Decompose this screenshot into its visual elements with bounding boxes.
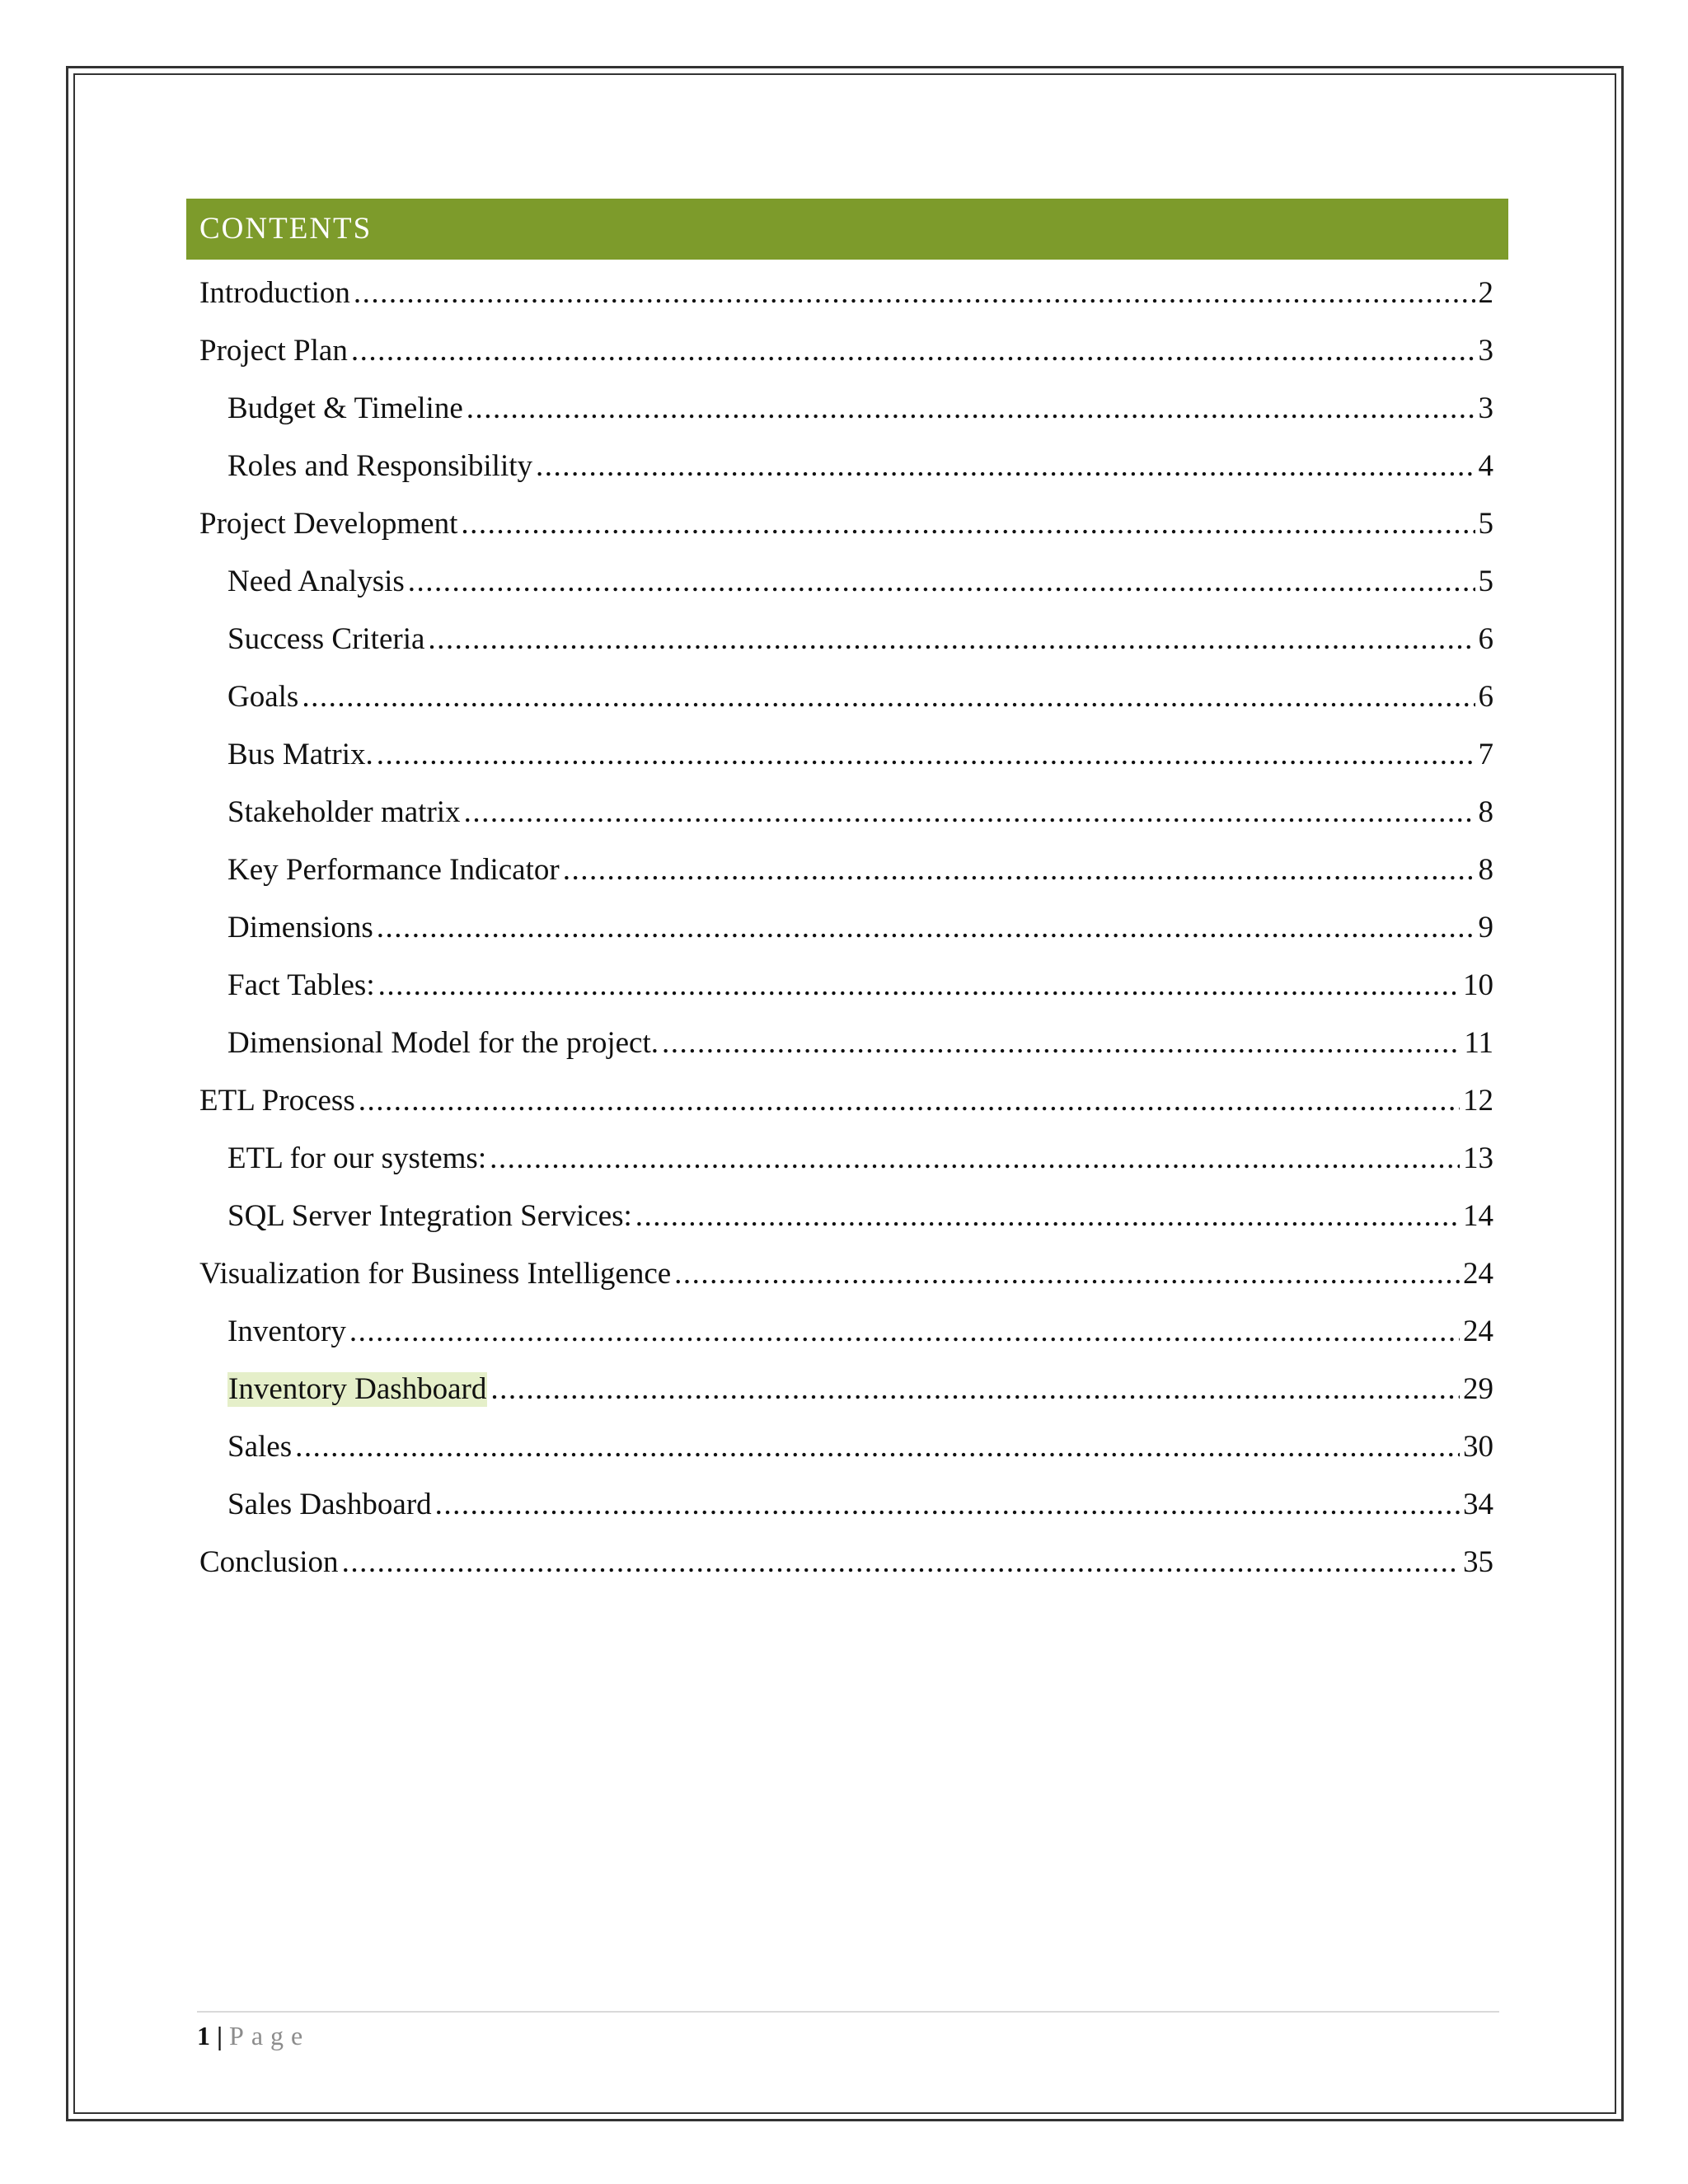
toc-entry-title[interactable]: Fact Tables:	[227, 968, 375, 1002]
toc-entry-page-number: 29	[1463, 1372, 1493, 1406]
toc-entry-title[interactable]: Sales Dashboard	[227, 1488, 432, 1521]
toc-entry[interactable]	[199, 611, 1493, 668]
toc-entry[interactable]	[199, 322, 1493, 380]
toc-entry[interactable]	[199, 1476, 1493, 1534]
toc-entry[interactable]	[199, 957, 1493, 1015]
toc-dot-leader	[635, 1188, 1460, 1245]
toc-entry[interactable]	[199, 1245, 1493, 1303]
footer-divider	[197, 2011, 1499, 2013]
toc-entry[interactable]	[199, 553, 1493, 611]
toc-entry[interactable]	[199, 1072, 1493, 1130]
toc-dot-leader	[295, 1418, 1460, 1476]
toc-entry-title[interactable]: Dimensional Model for the project.	[227, 1026, 659, 1060]
toc-dot-leader	[536, 438, 1475, 495]
toc-entry-title[interactable]: Introduction	[199, 276, 350, 310]
toc-dot-leader	[461, 495, 1475, 553]
toc-entry[interactable]	[199, 784, 1493, 841]
toc-entry-title[interactable]: Project Plan	[199, 334, 348, 368]
toc-dot-leader	[342, 1534, 1460, 1591]
toc-dot-leader	[428, 611, 1475, 668]
toc-entry[interactable]	[199, 495, 1493, 553]
toc-entry-page-number: 9	[1478, 911, 1493, 944]
toc-entry-page-number: 6	[1478, 622, 1493, 656]
toc-dot-leader	[490, 1130, 1460, 1188]
toc-entry-title[interactable]: Stakeholder matrix	[227, 795, 461, 829]
toc-entry-page-number: 24	[1463, 1315, 1493, 1348]
toc-entry-page-number: 30	[1463, 1430, 1493, 1464]
toc-entry-title[interactable]: ETL for our systems:	[227, 1141, 487, 1175]
toc-entry-page-number: 24	[1463, 1257, 1493, 1291]
toc-entry-title-highlighted[interactable]: Inventory Dashboard	[228, 1372, 487, 1406]
toc-entry-title[interactable]: Roles and Responsibility	[227, 449, 532, 483]
toc-entry-page-number: 10	[1463, 968, 1493, 1002]
toc-dot-leader	[351, 322, 1475, 380]
toc-entry[interactable]	[199, 899, 1493, 957]
toc-dot-leader	[302, 668, 1475, 726]
toc-entry-title[interactable]: Conclusion	[199, 1545, 339, 1579]
toc-entry-page-number: 11	[1464, 1026, 1493, 1060]
toc-entry[interactable]	[199, 1130, 1493, 1188]
toc-entry-page-number: 3	[1478, 391, 1493, 425]
toc-entry[interactable]	[199, 1418, 1493, 1476]
toc-entry-title[interactable]: Need Analysis	[227, 565, 405, 598]
toc-dot-leader	[359, 1072, 1460, 1130]
toc-entry-page-number: 14	[1463, 1199, 1493, 1233]
toc-entry[interactable]	[199, 1534, 1493, 1591]
toc-dot-leader	[563, 841, 1475, 899]
toc-entry-page-number: 35	[1463, 1545, 1493, 1579]
toc-entry[interactable]	[199, 380, 1493, 438]
toc-dot-leader	[467, 380, 1475, 438]
toc-entry-title[interactable]: Project Development	[199, 507, 458, 541]
footer-page-number: 1	[197, 2021, 210, 2050]
footer-separator: |	[217, 2021, 223, 2050]
toc-entry[interactable]	[199, 668, 1493, 726]
toc-dot-leader	[662, 1015, 1461, 1072]
toc-dot-leader	[408, 553, 1475, 611]
toc-dot-leader	[378, 957, 1460, 1015]
toc-entry-title[interactable]: Bus Matrix.	[227, 738, 373, 771]
toc-entry[interactable]	[199, 841, 1493, 899]
toc-heading: CONTENTS	[186, 199, 1508, 260]
footer-page-label: Page	[229, 2021, 311, 2050]
toc-entry-page-number: 13	[1463, 1141, 1493, 1175]
toc-entry[interactable]	[199, 1361, 1493, 1418]
page-footer	[197, 2018, 310, 2054]
toc-entry-page-number: 5	[1478, 507, 1493, 541]
toc-entry-title[interactable]: Goals	[227, 680, 299, 714]
toc-entry-page-number: 7	[1478, 738, 1493, 771]
toc-entry-page-number: 8	[1478, 853, 1493, 887]
toc-entry-page-number: 6	[1478, 680, 1493, 714]
toc-entry-page-number: 4	[1478, 449, 1493, 483]
toc-entry-page-number: 5	[1478, 565, 1493, 598]
toc-dot-leader	[377, 726, 1475, 784]
toc-dot-leader	[674, 1245, 1460, 1303]
toc-entry-title[interactable]: Success Criteria	[227, 622, 425, 656]
toc-dot-leader	[377, 899, 1475, 957]
toc-entry-title[interactable]: Key Performance Indicator	[227, 853, 560, 887]
toc-entry-title[interactable]: ETL Process	[199, 1084, 355, 1118]
toc-dot-leader	[490, 1361, 1460, 1418]
toc-entry-page-number: 2	[1478, 276, 1493, 310]
toc-entry[interactable]	[199, 726, 1493, 784]
toc-entry-title[interactable]: Sales	[227, 1430, 293, 1464]
table-of-contents	[199, 265, 1493, 1591]
toc-entry[interactable]	[199, 438, 1493, 495]
toc-entry[interactable]	[199, 1303, 1493, 1361]
toc-dot-leader	[349, 1303, 1460, 1361]
toc-entry[interactable]	[199, 1015, 1493, 1072]
toc-entry-page-number: 34	[1463, 1488, 1493, 1521]
toc-entry-page-number: 12	[1463, 1084, 1493, 1118]
toc-entry-title[interactable]: Dimensions	[227, 911, 373, 944]
toc-entry-title[interactable]: Visualization for Business Intelligence	[199, 1257, 672, 1291]
toc-entry-title[interactable]: SQL Server Integration Services:	[227, 1199, 632, 1233]
toc-entry[interactable]	[199, 1188, 1493, 1245]
toc-entry-page-number: 3	[1478, 334, 1493, 368]
toc-entry-title[interactable]: Budget & Timeline	[227, 391, 463, 425]
toc-dot-leader	[354, 265, 1475, 322]
toc-entry-title[interactable]: Inventory	[227, 1315, 346, 1348]
toc-dot-leader	[464, 784, 1475, 841]
toc-dot-leader	[435, 1476, 1460, 1534]
toc-entry-page-number: 8	[1478, 795, 1493, 829]
toc-entry[interactable]	[199, 265, 1493, 322]
